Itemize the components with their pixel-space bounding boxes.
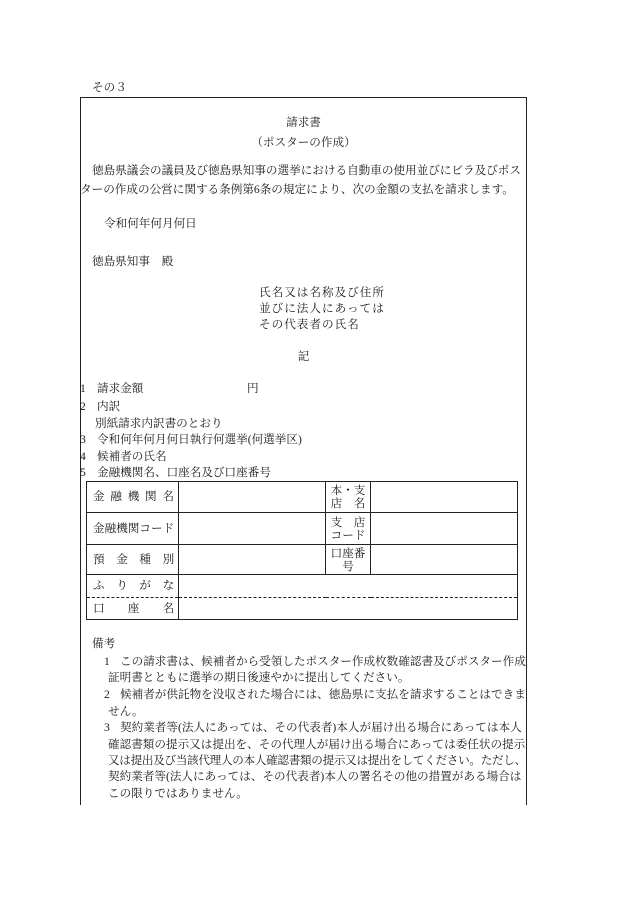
bank-account-table (86, 481, 518, 620)
note-line: 候補者が供託物を没収された場合には、徳島県に支払を請求することはできま (120, 688, 526, 701)
note-number: 3 (104, 721, 110, 734)
note-line: 契約業者等(法人にあっては、その代表者)本人の署名その他の措置がある場合は (108, 770, 522, 783)
item-label-bank: 金融機関名、口座名及び口座番号 (97, 466, 271, 479)
item-number: 2 (80, 400, 86, 413)
note-line: 証明書とともに選挙の期日後速やかに提出してください。 (108, 671, 410, 684)
amount-unit: 円 (247, 382, 259, 395)
branch-code-label-line: 支 店 (330, 515, 366, 529)
branch-code-label-line: コード (330, 528, 366, 542)
addressee: 徳島県知事 殿 (92, 255, 174, 268)
account-number-label-line: 号 (342, 559, 354, 573)
breakdown-detail: 別紙請求内訳書のとおり (95, 417, 223, 430)
table-row (87, 598, 518, 620)
table-row (87, 482, 518, 513)
note-number: 2 (104, 688, 110, 701)
applicant-line-1: 氏名又は名称及び住所 (259, 286, 385, 299)
branch-code-value (371, 513, 518, 545)
note-line: この限りではありません。 (108, 787, 248, 800)
request-date: 令和何年何月何日 (104, 217, 197, 230)
remarks-heading: 備考 (92, 637, 116, 650)
branch-code-label (326, 513, 371, 545)
branch-name-label-line: 本・支 (330, 484, 366, 497)
page-label: その３ (92, 81, 127, 94)
item-label-election: 令和何年何月何日執行何選挙(何選挙区) (97, 433, 302, 446)
furigana-value (179, 575, 518, 598)
account-number-label-line: 口座番 (330, 546, 366, 560)
item-label-amount: 請求金額 (97, 382, 144, 395)
note-number: 1 (104, 655, 110, 668)
branch-name-label (326, 482, 371, 513)
item-label-candidate: 候補者の氏名 (97, 450, 167, 463)
item-number: 3 (80, 433, 86, 446)
table-row (87, 575, 518, 598)
applicant-line-2: 並びに法人にあっては (259, 302, 385, 315)
form-subtitle: （ポスターの作成） (251, 136, 356, 149)
note-line: 契約業者等(法人にあっては、その代表者)本人が届け出る場合にあっては本人 (120, 721, 522, 734)
item-number: 5 (80, 466, 86, 479)
bank-code-value (179, 513, 326, 545)
account-number-label (326, 545, 371, 575)
account-number-value (371, 545, 518, 575)
applicant-line-3: その代表者の氏名 (259, 318, 360, 331)
note-line: せん。 (108, 705, 144, 718)
intro-line-1: 徳島県議会の議員及び徳島県知事の選挙における自動車の使用並びにビラ及びポス (92, 164, 521, 177)
form-title: 請求書 (286, 116, 321, 129)
account-name-label: 口 座 名 (87, 598, 179, 620)
item-number: 1 (80, 382, 86, 395)
bank-name-label: 金 融 機 関 名 (87, 482, 179, 513)
bank-name-value (179, 482, 326, 513)
deposit-type-value (179, 545, 326, 575)
branch-name-value (371, 482, 518, 513)
item-label-breakdown: 内訳 (97, 400, 121, 413)
deposit-type-label: 預 金 種 別 (87, 545, 179, 575)
furigana-label: ふ り が な (87, 575, 179, 598)
branch-name-label-line: 店 名 (330, 497, 366, 510)
table-row (87, 513, 518, 545)
bank-code-label: 金融機関コード (87, 513, 179, 545)
note-line: 又は提出及び当該代理人の本人確認書類の提示又は提出をしてください。ただし、 (108, 754, 526, 767)
account-name-value (179, 598, 518, 620)
note-line: この請求書は、候補者から受領したポスター作成枚数確認書及びポスター作成 (120, 655, 526, 668)
ki-heading: 記 (297, 350, 310, 363)
intro-line-2: ターの作成の公営に関する条例第6条の規定により、次の金額の支払を請求します。 (80, 183, 514, 196)
table-row (87, 545, 518, 575)
note-line: 確認書類の提示又は提出を、その代理人が届け出る場合にあっては委任状の提示 (108, 738, 526, 751)
item-number: 4 (80, 450, 86, 463)
